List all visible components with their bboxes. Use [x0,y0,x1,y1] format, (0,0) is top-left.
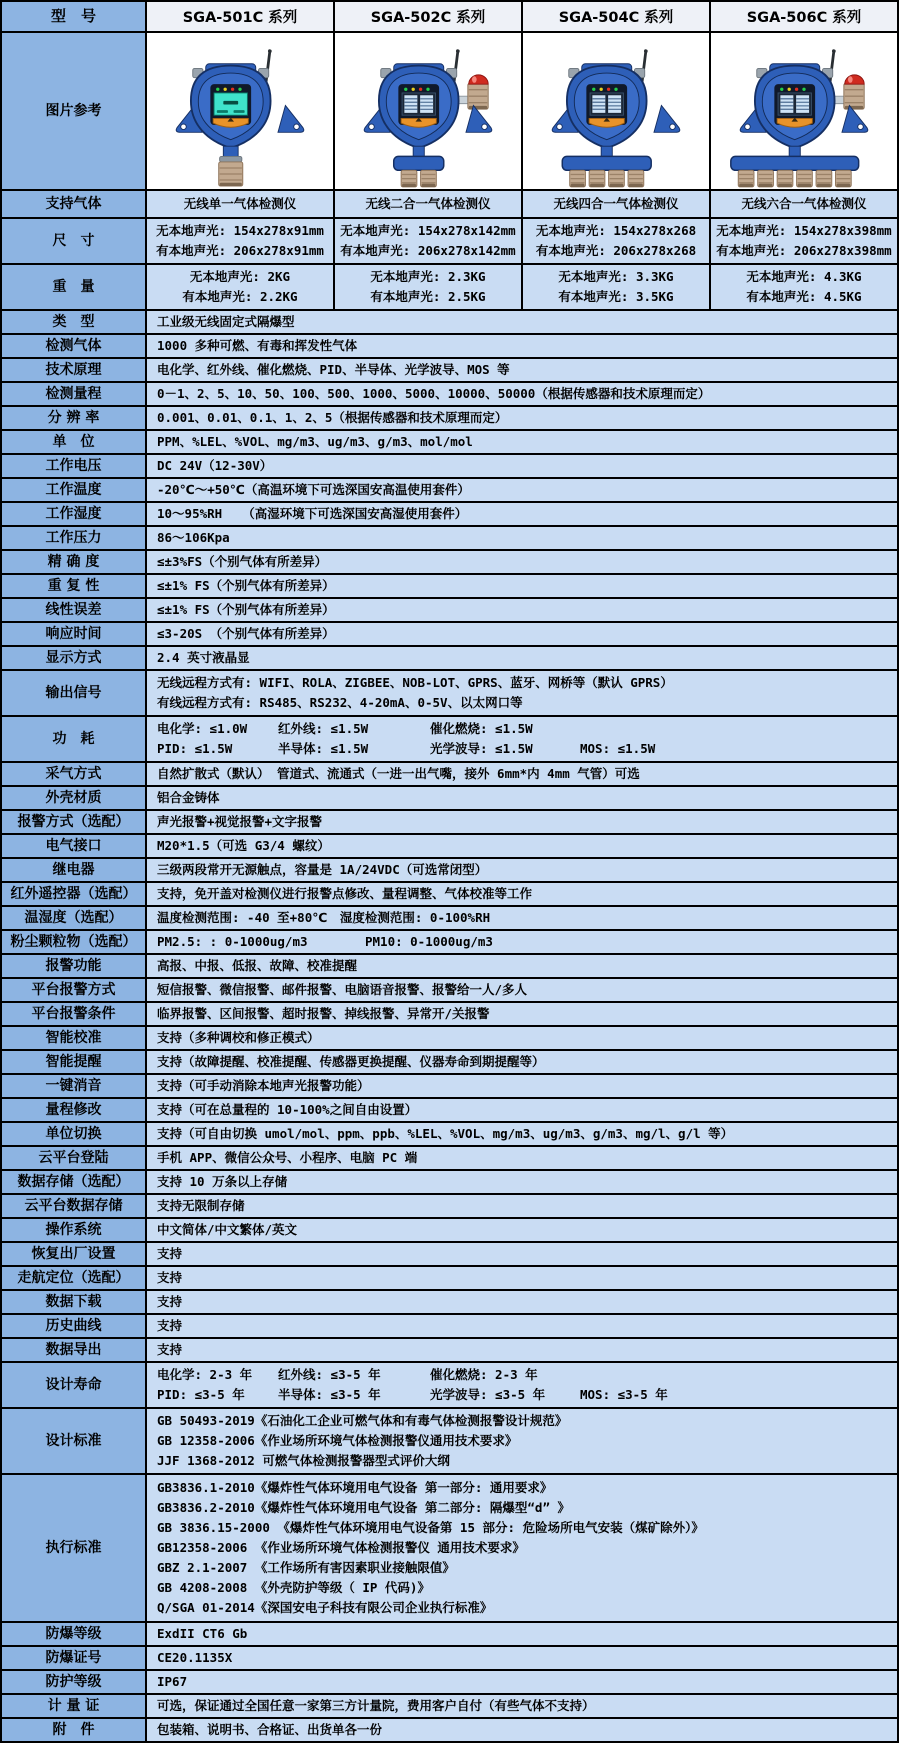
spec-value-line: 支持（可手动消除本地声光报警功能） [157,1078,370,1093]
spec-col-value [333,191,521,217]
spec-row-value [147,1695,897,1717]
wireless-4in1-gas-detector-image [521,33,709,189]
spec-row-value [147,1719,897,1741]
spec-row-value [147,455,897,477]
spec-value-line: 支持，免开盖对检测仪进行报警点修改、量程调整、气体校准等工作 [157,886,533,901]
spec-row-label: 检测气体 [2,335,147,357]
spec-row [2,527,897,551]
spec-value-line: ≤±1% FS（个别气体有所差异） [157,578,335,593]
spec-row-label: 防护等级 [2,1671,147,1693]
spec-value-segment: PM2.5: : 0-1000ug/m3 [157,934,308,949]
spec-row [2,599,897,623]
spec-row [2,407,897,431]
spec-value-segment: PID: ≤3-5 年 [157,1387,245,1402]
spec-value-line [157,1365,887,1385]
spec-value-segment: MOS: ≤3-5 年 [580,1387,668,1402]
spec-value-line: IP67 [157,1674,188,1689]
spec-row [2,1171,897,1195]
wireless-2in1-gas-detector-image [333,33,521,189]
spec-value-line: 有本地声光: 206x278x268 [535,243,697,258]
spec-row [2,1027,897,1051]
spec-row-label: 平台报警方式 [2,979,147,1001]
spec-value-segment: 催化燃烧: ≤1.5W [430,721,533,736]
spec-row-value [147,1195,897,1217]
spec-value-segment: 电化学: ≤1.0W [157,721,248,736]
spec-row-value [147,979,897,1001]
spec-value-line: 支持 10 万条以上存储 [157,1174,288,1189]
spec-row-label: 支持气体 [2,191,147,217]
spec-row-label: 单位切换 [2,1123,147,1145]
spec-value-line: 无本地声光: 2.3KG [370,269,486,284]
spec-row-value [147,551,897,573]
spec-row [2,835,897,859]
spec-row [2,455,897,479]
image-row-label: 图片参考 [2,33,147,189]
spec-value-line: 短信报警、微信报警、邮件报警、电脑语音报警、报警给一人/多人 [157,982,528,997]
spec-row-label: 云平台数据存储 [2,1195,147,1217]
spec-row-label: 分 辨 率 [2,407,147,429]
spec-row [2,1003,897,1027]
spec-value-line: 手机 APP、微信公众号、小程序、电脑 PC 端 [157,1150,418,1165]
spec-row-value [147,1363,897,1407]
spec-value-line: 支持 [157,1294,183,1309]
spec-row-value [147,1671,897,1693]
spec-row [2,671,897,717]
model-header-sga504c: SGA-504C 系列 [521,2,709,31]
spec-value-line: 10～95%RH （高湿环境下可选深国安高湿使用套件） [157,506,468,521]
wireless-6in1-gas-detector-image [709,33,897,189]
spec-value-segment: 半导体: ≤1.5W [278,741,369,756]
spec-value-line: 工业级无线固定式隔爆型 [157,314,295,329]
spec-row [2,859,897,883]
spec-value-line: GB3836.1-2010《爆炸性气体环境用电气设备 第一部分: 通用要求》 [157,1480,553,1495]
spec-row [2,1051,897,1075]
spec-row-value [147,383,897,405]
spec-row-value [147,1315,897,1337]
spec-row-label: 附 件 [2,1719,147,1741]
spec-value-segment: 半导体: ≤3-5 年 [278,1387,381,1402]
spec-row-value [147,859,897,881]
spec-value-line: 中文简体/中文繁体/英文 [157,1222,298,1237]
spec-row-value [147,575,897,597]
spec-row-label: 温湿度（选配） [2,907,147,929]
spec-row-label: 尺 寸 [2,219,147,263]
spec-row [2,623,897,647]
spec-row [2,503,897,527]
spec-col-value [333,219,521,263]
spec-value-line: 温度检测范围: -40 至+80℃ 湿度检测范围: 0-100%RH [157,910,491,925]
spec-row-value [147,787,897,809]
spec-value-line: 有本地声光: 3.5KG [558,289,674,304]
spec-value-segment: 红外线: ≤1.5W [278,721,369,736]
model-header-sga501c: SGA-501C 系列 [147,2,333,31]
spec-row-value [147,1123,897,1145]
spec-value-segment: PM10: 0-1000ug/m3 [365,934,493,949]
spec-row-label: 走航定位（选配） [2,1267,147,1289]
spec-row-value [147,335,897,357]
spec-value-line: 有本地声光: 206x278x91mm [156,243,324,258]
spec-value-line: 有线远程方式有: RS485、RS232、4-20mA、0-5V、以太网口等 [157,695,523,710]
spec-value-line: PPM、%LEL、%VOL、mg/m3、ug/m3、g/m3、mol/mol [157,434,473,449]
spec-row-value [147,1647,897,1669]
spec-row-label: 防爆等级 [2,1623,147,1645]
spec-value-line: 支持（多种调校和修正模式） [157,1030,320,1045]
spec-row [2,647,897,671]
spec-row [2,1123,897,1147]
spec-row-label: 线性误差 [2,599,147,621]
spec-value-line: ≤±1% FS（个别气体有所差异） [157,602,335,617]
spec-row-value [147,527,897,549]
spec-row-label: 智能提醒 [2,1051,147,1073]
spec-value-line: ExdII CT6 Gb [157,1626,248,1641]
spec-row [2,1315,897,1339]
spec-row-label: 类 型 [2,311,147,333]
spec-row [2,1339,897,1363]
spec-value-line: 电化学、红外线、催化燃烧、PID、半导体、光学波导、MOS 等 [157,362,510,377]
spec-row-value [147,359,897,381]
spec-row [2,1195,897,1219]
spec-row-label: 工作湿度 [2,503,147,525]
spec-row-value [147,671,897,715]
spec-value-line: 支持（故障提醒、校准提醒、传感器更换提醒、仪器寿命到期提醒等） [157,1054,545,1069]
spec-value-line: 支持 [157,1246,183,1261]
spec-value-segment: 光学波导: ≤1.5W [430,741,533,756]
spec-col-value [521,265,709,309]
spec-row-label: 重 复 性 [2,575,147,597]
spec-row-label: 智能校准 [2,1027,147,1049]
spec-row [2,1075,897,1099]
spec-value-line: 自然扩散式（默认） 管道式、流通式（一进一出气嘴，接外 6mm*内 4mm 气管）可选 [157,766,640,781]
spec-row-label: 粉尘颗粒物（选配） [2,931,147,953]
spec-value-segment: 红外线: ≤3-5 年 [278,1367,381,1382]
spec-col-value [333,265,521,309]
spec-row-value [147,311,897,333]
spec-row [2,265,897,311]
spec-value-line: 无本地声光: 2KG [189,269,291,284]
spec-value-line: 有本地声光: 206x278x398mm [716,243,892,258]
spec-row [2,431,897,455]
spec-row [2,763,897,787]
spec-value-line: 三级两段常开无源触点，容量是 1A/24VDC（可选常闭型） [157,862,488,877]
spec-row-label: 执行标准 [2,1475,147,1621]
spec-row [2,955,897,979]
spec-value-line: 2.4 英寸液晶显 [157,650,250,665]
spec-value-line: 支持 [157,1342,183,1357]
spec-row-value [147,1623,897,1645]
spec-value-line: 高报、中报、低报、故障、校准提醒 [157,958,358,973]
spec-value-line: GBZ 2.1-2007 《工作场所有害因素职业接触限值》 [157,1560,455,1575]
spec-row [2,1267,897,1291]
spec-value-line: 支持（可在总量程的 10-100%之间自由设置） [157,1102,418,1117]
spec-value-line: 无本地声光: 3.3KG [558,269,674,284]
spec-value-line: GB12358-2006 《作业场所环境气体检测报警仪 通用技术要求》 [157,1540,525,1555]
spec-row [2,1647,897,1671]
spec-value-line: 无本地声光: 4.3KG [746,269,862,284]
spec-row-value [147,479,897,501]
spec-value-line: 86～106Kpa [157,530,230,545]
spec-value-line: GB 3836.15-2000 《爆炸性气体环境用电气设备第 15 部分: 危险场所电气安装（煤矿除外）》 [157,1520,704,1535]
spec-value-line: 有本地声光: 206x278x142mm [340,243,516,258]
spec-value-line [157,739,887,759]
spec-col-value [709,219,897,263]
spec-row-label: 报警功能 [2,955,147,977]
spec-row [2,883,897,907]
spec-row-value [147,407,897,429]
spec-col-value [521,219,709,263]
spec-value-line: 无本地声光: 154x278x91mm [156,223,324,238]
spec-value-line: 支持 [157,1318,183,1333]
spec-row-value [147,1219,897,1241]
spec-value-segment: MOS: ≤1.5W [580,741,656,756]
spec-row-value [147,1075,897,1097]
spec-row [2,1409,897,1475]
spec-row-label: 工作温度 [2,479,147,501]
spec-value-line: 支持（可自由切换 umol/mol、ppm、ppb、%LEL、%VOL、mg/m3、ug/m3、g/m3、mg/l、g/l 等） [157,1126,734,1141]
spec-value-segment: PID: ≤1.5W [157,741,233,756]
spec-value-line: 有本地声光: 2.2KG [182,289,298,304]
spec-value-line: -20℃～+50℃（高温环境下可选深国安高温使用套件） [157,482,470,497]
spec-row-label: 电气接口 [2,835,147,857]
spec-row-label: 功 耗 [2,717,147,761]
spec-row-value [147,1051,897,1073]
spec-row [2,1671,897,1695]
model-header-label: 型 号 [2,2,147,31]
spec-value-line: 无线单一气体检测仪 [183,196,297,211]
spec-value-line: 无线远程方式有: WIFI、ROLA、ZIGBEE、NOB-LOT、GPRS、蓝牙、网桥等（默认 GPRS） [157,675,673,690]
spec-value-line: 包装箱、说明书、合格证、出货单各一份 [157,1722,383,1737]
spec-row [2,219,897,265]
spec-value-line: Q/SGA 01-2014《深国安电子科技有限公司企业执行标准》 [157,1600,493,1615]
spec-row-value [147,1475,897,1621]
spec-row-label: 工作压力 [2,527,147,549]
spec-row [2,979,897,1003]
spec-row-label: 外壳材质 [2,787,147,809]
spec-value-line: 无本地声光: 154x278x142mm [340,223,516,238]
spec-value-line: GB 50493-2019《石油化工企业可燃气体和有毒气体检测报警设计规范》 [157,1413,568,1428]
table-header-row [2,2,897,33]
spec-row [2,1363,897,1409]
spec-value-line: JJF 1368-2012 可燃气体检测报警器型式评价大纲 [157,1453,450,1468]
spec-row [2,1291,897,1315]
spec-row-value [147,1099,897,1121]
spec-row-label: 平台报警条件 [2,1003,147,1025]
spec-row-label: 设计标准 [2,1409,147,1473]
spec-row-value [147,811,897,833]
spec-row [2,811,897,835]
spec-value-line: 0.001、0.01、0.1、1、2、5（根据传感器和技术原理而定） [157,410,508,425]
spec-row-label: 操作系统 [2,1219,147,1241]
spec-value-line: 1000 多种可燃、有毒和挥发性气体 [157,338,358,353]
spec-row-label: 红外遥控器（选配） [2,883,147,905]
spec-col-value [521,191,709,217]
spec-row [2,1219,897,1243]
spec-row [2,359,897,383]
spec-value-line: 可选，保证通过全国任意一家第三方计量院，费用客户自付（有些气体不支持） [157,1698,595,1713]
spec-row-label: 技术原理 [2,359,147,381]
spec-value-line: 铝合金铸体 [157,790,220,805]
spec-row [2,907,897,931]
spec-row-label: 云平台登陆 [2,1147,147,1169]
spec-row [2,479,897,503]
spec-value-line: 无线六合一气体检测仪 [741,196,867,211]
spec-row-value [147,1147,897,1169]
spec-row-label: 数据下载 [2,1291,147,1313]
spec-row-label: 数据导出 [2,1339,147,1361]
spec-row-value [147,1171,897,1193]
spec-value-line [157,719,887,739]
spec-row-label: 防爆证号 [2,1647,147,1669]
spec-row [2,1099,897,1123]
spec-row-value [147,1267,897,1289]
spec-row-value [147,623,897,645]
spec-row [2,551,897,575]
spec-value-line: 无本地声光: 154x278x268 [535,223,697,238]
spec-col-value [147,219,333,263]
spec-value-line: GB 12358-2006《作业场所环境气体检测报警仪通用技术要求》 [157,1433,518,1448]
spec-row-label: 继电器 [2,859,147,881]
spec-value-segment: 电化学: 2-3 年 [157,1367,253,1382]
spec-value-line: 无线四合一气体检测仪 [553,196,679,211]
spec-row [2,717,897,763]
spec-value-line: 临界报警、区间报警、超时报警、掉线报警、异常开/关报警 [157,1006,490,1021]
spec-value-line: M20*1.5（可选 G3/4 螺纹） [157,838,330,853]
spec-row-value [147,599,897,621]
spec-row-value [147,431,897,453]
spec-row-label: 恢复出厂设置 [2,1243,147,1265]
spec-value-line: ≤3-20S （个别气体有所差异） [157,626,335,641]
spec-row-value [147,647,897,669]
spec-row-label: 检测量程 [2,383,147,405]
spec-row-value [147,1339,897,1361]
spec-row-label: 设计寿命 [2,1363,147,1407]
spec-value-line: 支持无限制存储 [157,1198,245,1213]
spec-row-value [147,763,897,785]
spec-value-segment: 光学波导: ≤3-5 年 [430,1387,546,1402]
spec-row [2,311,897,335]
spec-col-value [709,191,897,217]
spec-row-label: 计 量 证 [2,1695,147,1717]
image-reference-row [2,33,897,191]
spec-value-line [157,932,887,952]
spec-row-label: 工作电压 [2,455,147,477]
spec-row-value [147,1243,897,1265]
spec-row [2,931,897,955]
spec-value-line: 无线二合一气体检测仪 [365,196,491,211]
spec-row [2,1243,897,1267]
spec-value-line: GB3836.2-2010《爆炸性气体环境用电气设备 第二部分: 隔爆型“d” 》 [157,1500,571,1515]
spec-row-label: 精 确 度 [2,551,147,573]
spec-row-label: 一键消音 [2,1075,147,1097]
spec-value-line: 0－1、2、5、10、50、100、500、1000、5000、10000、50000（根据传感器和技术原理而定） [157,386,711,401]
spec-row [2,1719,897,1741]
spec-col-value [147,265,333,309]
spec-row [2,1695,897,1719]
spec-row-value [147,1027,897,1049]
spec-value-line: 支持 [157,1270,183,1285]
spec-row-label: 输出信号 [2,671,147,715]
spec-row-value [147,717,897,761]
spec-value-line: 有本地声光: 2.5KG [370,289,486,304]
spec-col-value [709,265,897,309]
spec-row-label: 数据存储（选配） [2,1171,147,1193]
spec-value-line [157,1385,887,1405]
spec-row-label: 报警方式（选配） [2,811,147,833]
spec-row-value [147,835,897,857]
spec-col-value [147,191,333,217]
spec-value-line: ≤±3%FS（个别气体有所差异） [157,554,328,569]
spec-row-label: 采气方式 [2,763,147,785]
spec-row-value [147,1291,897,1313]
spec-row-value [147,503,897,525]
spec-value-line: 有本地声光: 4.5KG [746,289,862,304]
spec-row [2,191,897,219]
spec-row [2,383,897,407]
spec-row-label: 重 量 [2,265,147,309]
spec-row-value [147,955,897,977]
spec-row [2,1147,897,1171]
spec-row [2,1623,897,1647]
spec-value-line: 无本地声光: 154x278x398mm [716,223,892,238]
spec-row-label: 单 位 [2,431,147,453]
spec-row-value [147,1003,897,1025]
spec-value-line: CE20.1135X [157,1650,233,1665]
spec-value-line: GB 4208-2008 《外壳防护等级（ IP 代码)》 [157,1580,430,1595]
spec-value-line: DC 24V（12-30V） [157,458,273,473]
wireless-single-gas-detector-image [147,33,333,189]
spec-row-label: 显示方式 [2,647,147,669]
spec-row [2,335,897,359]
spec-row [2,787,897,811]
model-header-sga502c: SGA-502C 系列 [333,2,521,31]
spec-value-line: 声光报警+视觉报警+文字报警 [157,814,323,829]
spec-row-label: 历史曲线 [2,1315,147,1337]
spec-row-label: 量程修改 [2,1099,147,1121]
spec-row-label: 响应时间 [2,623,147,645]
spec-row-value [147,1409,897,1473]
spec-row-value [147,907,897,929]
spec-row [2,575,897,599]
spec-row-value [147,883,897,905]
spec-row [2,1475,897,1623]
spec-row-value [147,931,897,953]
spec-value-segment: 催化燃烧: 2-3 年 [430,1367,538,1382]
model-header-sga506c: SGA-506C 系列 [709,2,897,31]
